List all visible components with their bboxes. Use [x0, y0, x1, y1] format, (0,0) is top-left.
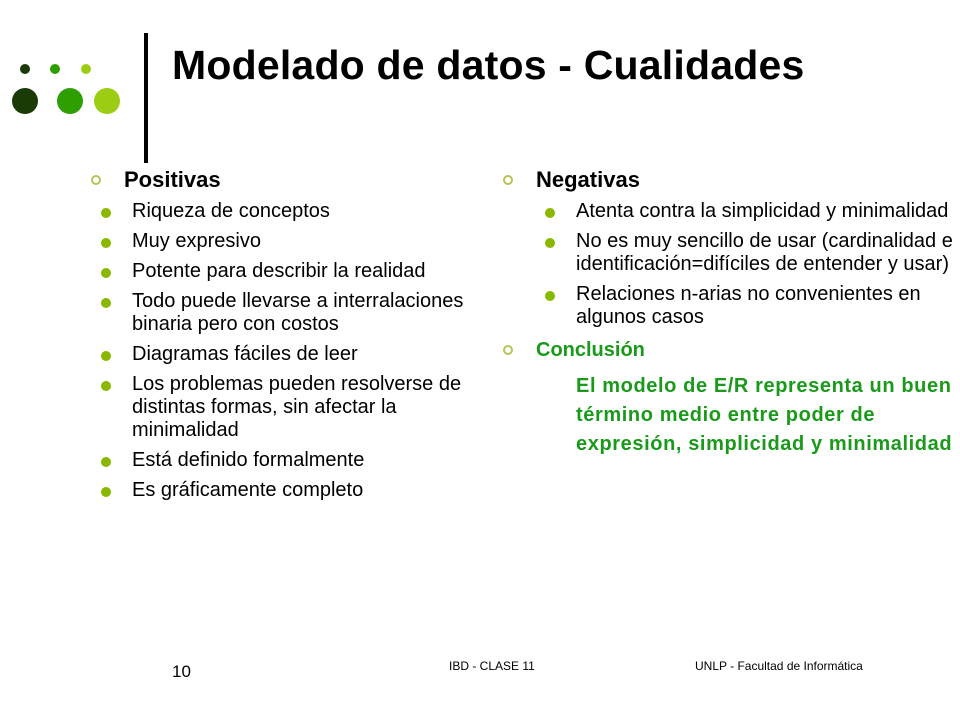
footer-right: UNLP - Facultad de Informática: [695, 659, 863, 673]
page-number: 10: [172, 662, 191, 681]
list-item: [576, 230, 956, 276]
positives-column: [84, 166, 504, 509]
decorative-dots: [0, 0, 140, 130]
positives-list: [44, 200, 504, 502]
ring-bullet-icon: [91, 175, 101, 185]
bullet-icon: [101, 487, 111, 497]
list-item-text: Potente para describir la realidad: [132, 260, 426, 282]
negatives-list: [496, 200, 956, 329]
list-item: [132, 479, 504, 502]
list-item-text: Muy expresivo: [132, 230, 261, 252]
list-item: [132, 260, 504, 283]
conclusion-heading: [496, 336, 956, 364]
bullet-icon: [101, 208, 111, 218]
list-item-text: Atenta contra la simplicidad y minimalidad: [576, 200, 949, 222]
dot-small-2: [50, 64, 60, 74]
list-item-text: No es muy sencillo de usar (cardinalidad e identificación=difíciles de entender y usar): [576, 230, 953, 275]
bullet-icon: [101, 457, 111, 467]
bullet-icon: [545, 291, 555, 301]
positives-heading-text: Positivas: [124, 167, 221, 192]
conclusion-text: El modelo de E/R representa un buen término medio entre poder de expresión, simplicidad y minimalidad: [576, 375, 953, 455]
dot-small-3: [81, 64, 91, 74]
title-divider: [144, 33, 148, 163]
bullet-icon: [545, 238, 555, 248]
dot-large-2: [57, 88, 83, 114]
list-item: [132, 200, 504, 223]
list-item: [576, 200, 956, 223]
list-item-text: Riqueza de conceptos: [132, 200, 330, 222]
list-item: [132, 373, 504, 442]
list-item: [132, 290, 504, 336]
bullet-icon: [101, 298, 111, 308]
footer-center: IBD - CLASE 11: [449, 659, 535, 673]
dot-large-1: [12, 88, 38, 114]
list-item: [132, 343, 504, 366]
negatives-column: [496, 166, 956, 459]
list-item-text: Relaciones n-arias no convenientes en algunos casos: [576, 283, 921, 328]
negatives-heading-text: Negativas: [536, 167, 640, 192]
list-item-text: Es gráficamente completo: [132, 479, 364, 501]
list-item-text: Los problemas pueden resolverse de distintas formas, sin afectar la minimalidad: [132, 373, 462, 441]
list-item-text: Está definido formalmente: [132, 449, 365, 471]
ring-bullet-icon: [503, 175, 513, 185]
ring-bullet-icon: [503, 345, 513, 355]
positives-heading: [84, 166, 504, 194]
bullet-icon: [101, 351, 111, 361]
list-item: [132, 230, 504, 253]
list-item: [132, 449, 504, 472]
list-item-text: Diagramas fáciles de leer: [132, 343, 358, 365]
negatives-heading: [496, 166, 956, 194]
bullet-icon: [101, 238, 111, 248]
bullet-icon: [101, 268, 111, 278]
conclusion-heading-text: Conclusión: [536, 339, 645, 361]
bullet-icon: [101, 381, 111, 391]
dot-large-3: [94, 88, 120, 114]
list-item: [576, 283, 956, 329]
list-item-text: Todo puede llevarse a interralaciones binaria pero con costos: [132, 290, 464, 335]
slide-title: Modelado de datos - Cualidades: [172, 42, 805, 88]
dot-small-1: [20, 64, 30, 74]
bullet-icon: [545, 208, 555, 218]
